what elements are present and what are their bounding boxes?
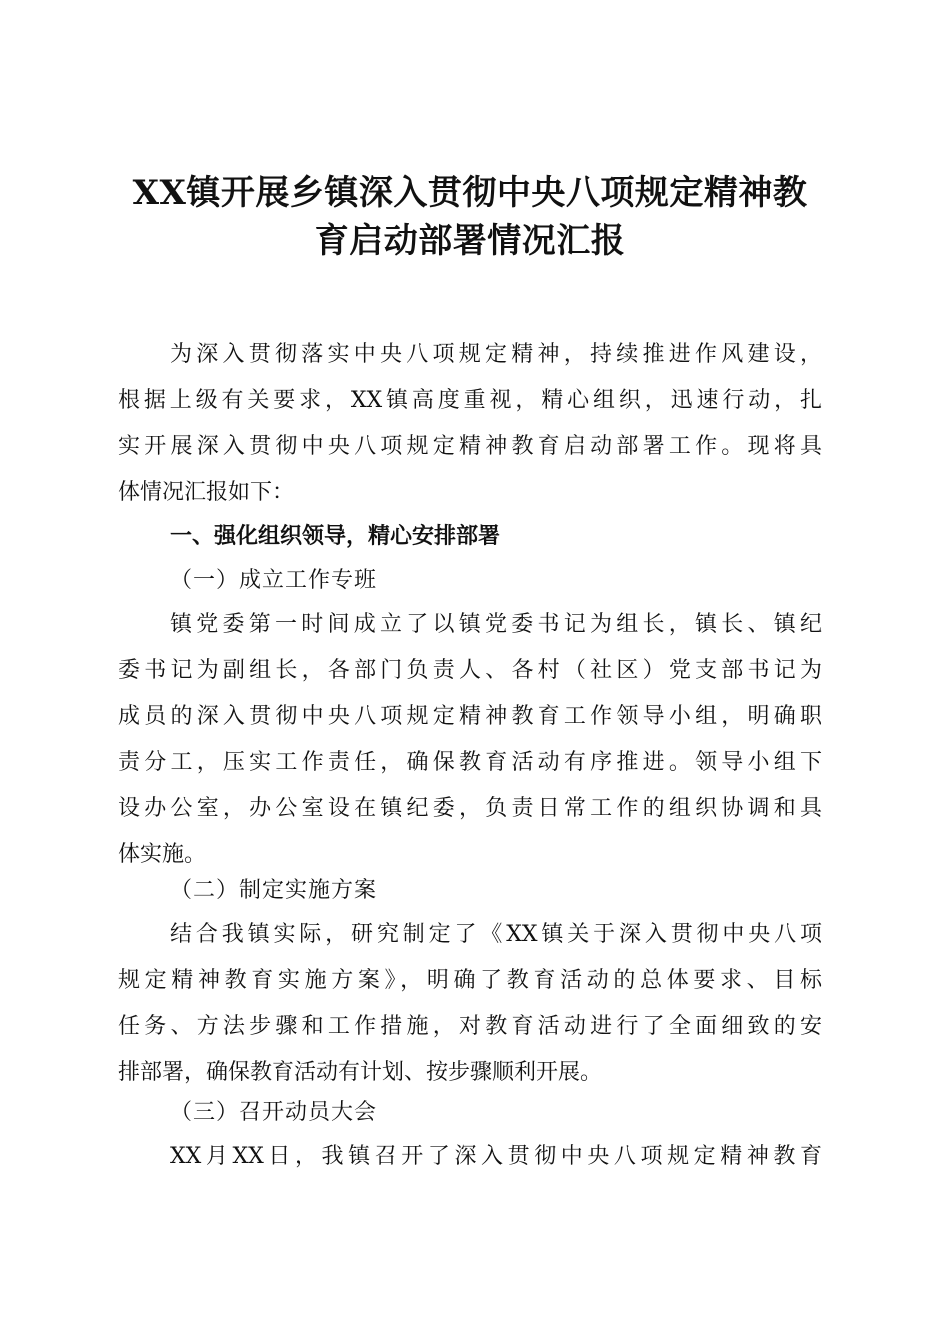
section-1-heading: 一、强化组织领导，精心安排部署 [170,524,501,549]
sub2-line-3: 任务、方法步骤和工作措施，对教育活动进行了全面细致的安 [118,1014,822,1039]
sub1-line-6: 体实施。 [118,842,207,867]
sub2-line-1: 结合我镇实际，研究制定了《XX镇关于深入贯彻中央八项 [170,922,822,947]
sub1-line-4: 责分工，压实工作责任，确保教育活动有序推进。领导小组下 [118,750,822,775]
sub1-line-2: 委书记为副组长，各部门负责人、各村（社区）党支部书记为 [118,658,822,683]
sub2-line-4: 排部署，确保教育活动有计划、按步骤顺利开展。 [118,1060,603,1085]
subsection-2-heading: （二）制定实施方案 [170,878,378,903]
document-title-line-1: XX镇开展乡镇深入贯彻中央八项规定精神教 [132,173,808,213]
document-title-line-2: 育启动部署情况汇报 [314,221,626,261]
sub3-line-1: XX月XX日，我镇召开了深入贯彻中央八项规定精神教育 [170,1144,822,1169]
intro-line-4: 体情况汇报如下： [118,480,295,505]
sub1-line-1: 镇党委第一时间成立了以镇党委书记为组长，镇长、镇纪 [170,612,822,637]
sub1-line-5: 设办公室，办公室设在镇纪委，负责日常工作的组织协调和具 [118,796,822,821]
intro-line-2: 根据上级有关要求，XX镇高度重视，精心组织，迅速行动，扎 [118,388,822,413]
intro-line-1: 为深入贯彻落实中央八项规定精神，持续推进作风建设， [170,342,822,367]
sub1-line-3: 成员的深入贯彻中央八项规定精神教育工作领导小组，明确职 [118,704,822,729]
intro-line-3: 实开展深入贯彻中央八项规定精神教育启动部署工作。现将具 [118,434,822,459]
subsection-1-heading: （一）成立工作专班 [170,568,378,593]
subsection-3-heading: （三）召开动员大会 [170,1100,378,1125]
sub2-line-2: 规定精神教育实施方案》，明确了教育活动的总体要求、目标 [118,968,822,993]
